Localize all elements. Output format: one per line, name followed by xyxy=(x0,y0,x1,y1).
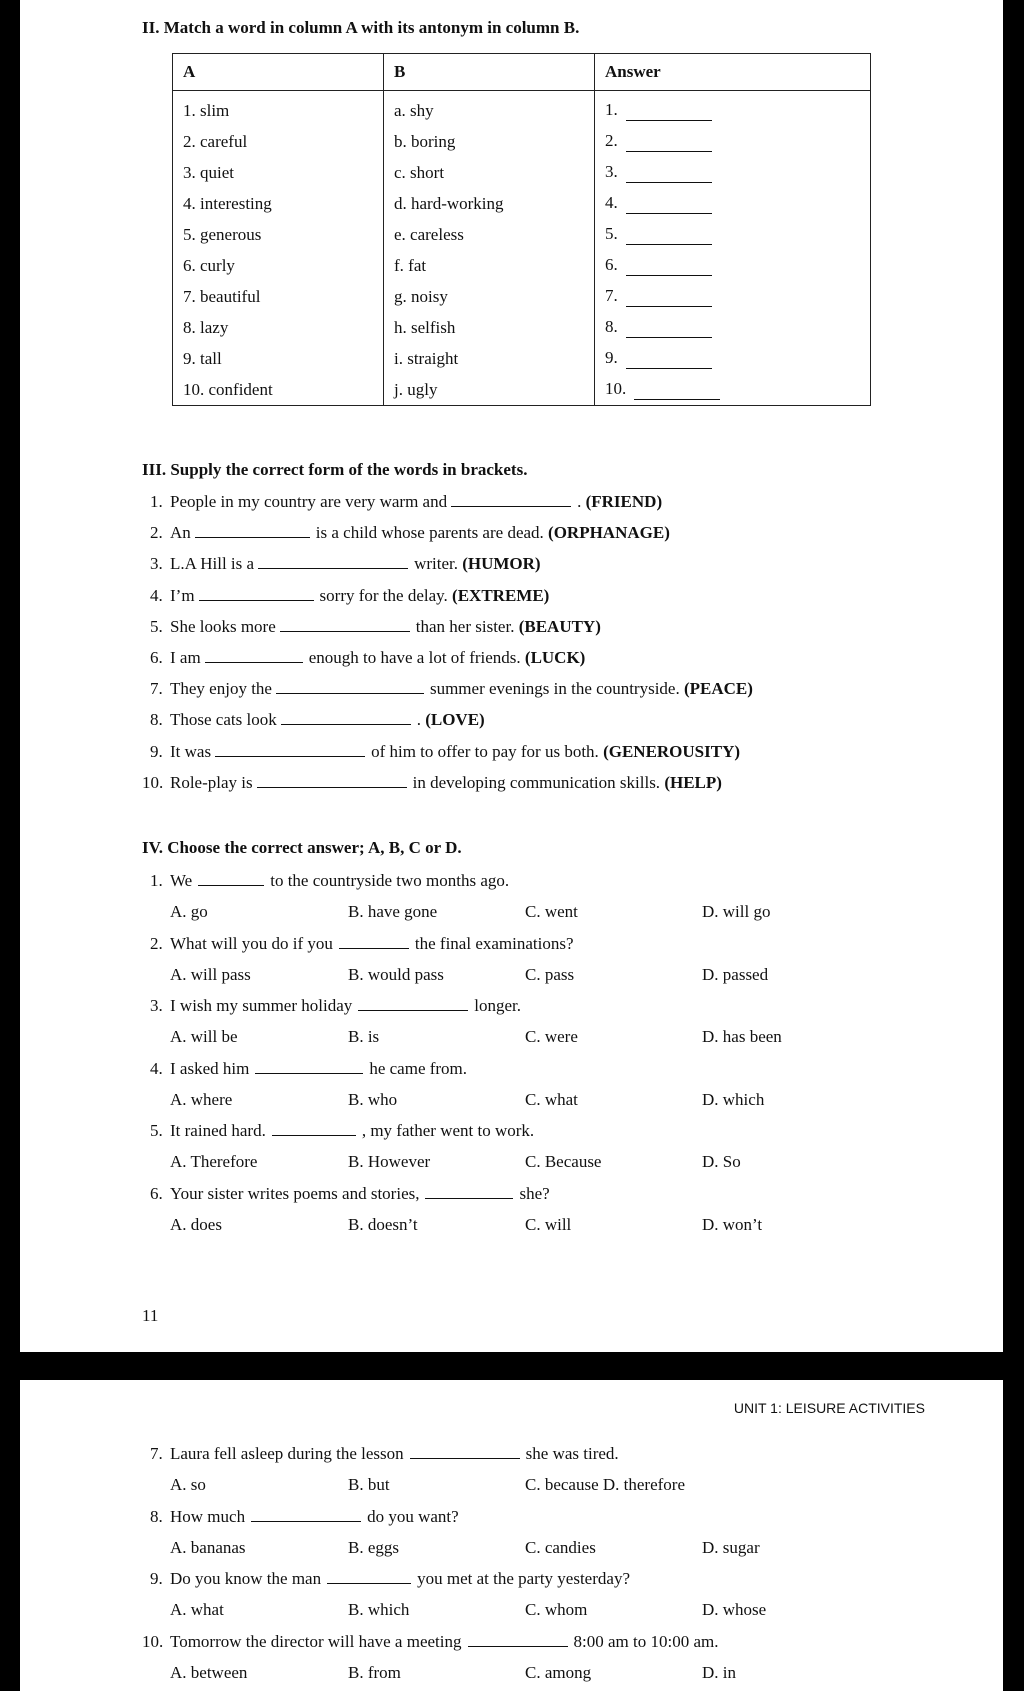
item-text-after: enough to have a lot of friends. (LUCK) xyxy=(308,648,586,667)
column-a-cell xyxy=(173,157,384,188)
answer-blank xyxy=(255,1072,363,1074)
answer-option[interactable]: D. will go xyxy=(702,902,771,921)
question-text-before: I asked him xyxy=(170,1058,250,1078)
matching-table-row xyxy=(173,219,871,250)
worksheet-page-2 xyxy=(20,1380,1003,1691)
answer-blank[interactable] xyxy=(626,348,712,369)
item-text-before: It was xyxy=(170,741,212,761)
question-number: 10. xyxy=(142,1631,164,1651)
column-b-word: a. shy xyxy=(394,100,434,120)
answer-option[interactable]: C. because D. therefore xyxy=(525,1475,686,1494)
item-number: 10. xyxy=(142,772,164,792)
answer-option[interactable]: C. Because xyxy=(525,1152,602,1171)
answer-option[interactable]: B. is xyxy=(348,1027,380,1046)
answer-option[interactable]: C. candies xyxy=(525,1537,596,1557)
column-a-word: 2. careful xyxy=(183,131,248,151)
item-text-before: L.A Hill is a xyxy=(170,554,255,574)
column-a-cell xyxy=(173,250,384,281)
column-b-word: d. hard-working xyxy=(394,193,504,213)
answer-blank xyxy=(425,1197,513,1199)
question-number: 9. xyxy=(150,1569,163,1588)
column-b-word: c. short xyxy=(394,162,445,182)
answer-blank xyxy=(198,884,264,886)
matching-table-row xyxy=(173,343,871,374)
item-text-after: . (LOVE) xyxy=(416,710,485,730)
column-b-word: f. fat xyxy=(394,255,427,275)
column-b-word: b. boring xyxy=(394,131,456,151)
answer-number: 1. xyxy=(605,100,618,119)
question-text-before: Do you know the man xyxy=(170,1569,322,1588)
answer-blank[interactable] xyxy=(257,786,407,788)
column-a-word: 5. generous xyxy=(183,224,262,244)
column-a-cell xyxy=(173,374,384,406)
answer-option[interactable]: D. So xyxy=(702,1152,741,1171)
question-stem xyxy=(170,1184,550,1204)
keyword-in-brackets: (HUMOR) xyxy=(462,554,541,574)
answer-blank xyxy=(358,1009,468,1011)
item-text-after: summer evenings in the countryside. (PEACE) xyxy=(429,679,753,699)
answer-blank[interactable] xyxy=(195,536,310,538)
answer-cell[interactable] xyxy=(595,126,871,157)
item-text-after: than her sister. (BEAUTY) xyxy=(415,616,601,636)
answer-blank[interactable] xyxy=(280,630,410,632)
answer-cell[interactable] xyxy=(595,91,871,127)
keyword-in-brackets: (LUCK) xyxy=(524,648,586,667)
answer-blank[interactable] xyxy=(626,317,712,338)
column-b-cell xyxy=(384,281,595,312)
item-number: 9. xyxy=(150,741,163,761)
answer-blank xyxy=(410,1457,520,1459)
item-number: 6. xyxy=(150,648,163,667)
answer-column-header: Answer xyxy=(595,54,871,91)
item-number: 2. xyxy=(150,523,163,543)
question-text-before: It rained hard. xyxy=(170,1121,266,1140)
question-number: 8. xyxy=(150,1506,163,1526)
question-text-after: do you want? xyxy=(367,1506,459,1526)
column-b-cell xyxy=(384,374,595,406)
answer-cell[interactable] xyxy=(595,312,871,343)
answer-blank xyxy=(272,1134,356,1136)
answer-blank[interactable] xyxy=(258,567,408,569)
question-stem xyxy=(170,1121,534,1141)
column-b-cell xyxy=(384,219,595,250)
section-2-heading: II. Match a word in column A with its antonym in column B. xyxy=(142,18,580,37)
answer-number: 9. xyxy=(605,348,618,367)
section-4-heading: IV. Choose the correct answer; A, B, C or D. xyxy=(142,838,462,857)
answer-option[interactable]: A. Therefore xyxy=(170,1152,258,1171)
item-text-before: Role-play is xyxy=(170,772,253,792)
column-a-word: 9. tall xyxy=(183,348,222,368)
column-b-cell xyxy=(384,343,595,374)
question-text-before: What will you do if you xyxy=(170,933,333,953)
keyword-in-brackets: (LOVE) xyxy=(425,710,485,730)
column-b-word: j. ugly xyxy=(394,379,438,399)
answer-option[interactable]: A. between xyxy=(170,1662,248,1682)
column-a-word: 6. curly xyxy=(183,255,235,275)
matching-table-body xyxy=(173,91,871,406)
question-stem xyxy=(170,1632,718,1652)
column-b-cell xyxy=(384,188,595,219)
column-a-header: A xyxy=(173,54,384,91)
answer-blank[interactable] xyxy=(451,505,571,507)
answer-option[interactable]: A. does xyxy=(170,1214,222,1234)
column-a-cell xyxy=(173,91,384,127)
answer-option[interactable]: D. in xyxy=(702,1662,736,1682)
answer-blank xyxy=(251,1520,361,1522)
question-text-before: We xyxy=(170,871,193,890)
matching-table-header xyxy=(173,54,871,91)
answer-blank[interactable] xyxy=(281,723,411,725)
gap-fill-item xyxy=(170,773,722,793)
answer-option[interactable]: B. but xyxy=(348,1475,390,1494)
question-text-after: he came from. xyxy=(369,1058,468,1078)
matching-table-row xyxy=(173,281,871,312)
gap-fill-item xyxy=(170,554,541,574)
gap-fill-item xyxy=(170,679,753,699)
answer-option[interactable]: B. eggs xyxy=(348,1537,399,1557)
column-b-word: h. selfish xyxy=(394,317,456,337)
answer-cell[interactable] xyxy=(595,343,871,374)
question-number: 2. xyxy=(150,933,163,953)
answer-option[interactable]: D. passed xyxy=(702,964,769,984)
gap-fill-item xyxy=(170,523,670,543)
answer-number: 8. xyxy=(605,317,618,336)
answer-option[interactable]: D. won’t xyxy=(702,1214,763,1234)
answer-option[interactable]: B. have gone xyxy=(348,902,438,921)
section-3-heading: III. Supply the correct form of the words in brackets. xyxy=(142,460,528,479)
answer-number: 5. xyxy=(605,224,618,243)
answer-number: 4. xyxy=(605,193,618,212)
answer-option[interactable]: B. who xyxy=(348,1089,398,1109)
matching-table-row xyxy=(173,157,871,188)
item-text-before: She looks more xyxy=(170,616,276,636)
matching-table-row xyxy=(173,126,871,157)
answer-blank[interactable] xyxy=(626,193,712,214)
answer-number: 6. xyxy=(605,255,618,274)
question-text-after: 8:00 am to 10:00 am. xyxy=(573,1631,719,1651)
column-a-cell xyxy=(173,126,384,157)
column-b-cell xyxy=(384,312,595,343)
answer-cell[interactable] xyxy=(595,188,871,219)
worksheet-page-1 xyxy=(20,0,1003,1352)
answer-option[interactable]: D. sugar xyxy=(702,1537,760,1557)
item-number: 7. xyxy=(150,679,163,699)
column-b-cell xyxy=(384,126,595,157)
question-stem xyxy=(170,996,521,1016)
answer-option[interactable]: B. doesn’t xyxy=(348,1214,418,1234)
answer-option[interactable]: B. However xyxy=(348,1152,431,1171)
answer-blank[interactable] xyxy=(199,599,314,601)
answer-blank[interactable] xyxy=(626,286,712,307)
keyword-in-brackets: (ORPHANAGE) xyxy=(548,523,670,543)
question-text-before: How much xyxy=(170,1506,246,1526)
question-number: 6. xyxy=(150,1183,163,1203)
keyword-in-brackets: (BEAUTY) xyxy=(518,616,601,636)
item-text-after: . (FRIEND) xyxy=(577,492,663,511)
column-a-cell xyxy=(173,219,384,250)
matching-table-row xyxy=(173,91,871,127)
answer-option[interactable]: C. went xyxy=(525,902,578,921)
answer-option[interactable]: C. what xyxy=(525,1089,578,1109)
answer-option[interactable]: A. will pass xyxy=(170,964,251,984)
question-text-after: she? xyxy=(519,1183,550,1203)
question-stem xyxy=(170,1569,630,1589)
answer-option[interactable]: D. which xyxy=(702,1089,765,1109)
answer-option[interactable]: D. has been xyxy=(702,1027,782,1046)
gap-fill-item xyxy=(170,648,585,668)
answer-option[interactable]: B. from xyxy=(348,1662,401,1682)
item-text-before: I am xyxy=(170,648,201,667)
column-b-cell xyxy=(384,91,595,127)
question-stem xyxy=(170,934,574,954)
answer-cell[interactable] xyxy=(595,374,871,406)
matching-table-row xyxy=(173,374,871,406)
question-text-after: you met at the party yesterday? xyxy=(417,1569,630,1588)
page-number: 11 xyxy=(142,1306,159,1325)
question-stem xyxy=(170,1507,459,1527)
column-b-cell xyxy=(384,157,595,188)
matching-table-row xyxy=(173,312,871,343)
gap-fill-item xyxy=(170,617,601,637)
item-text-before: Those cats look xyxy=(170,710,277,730)
item-text-before: An xyxy=(170,523,191,543)
answer-option[interactable]: A. bananas xyxy=(170,1537,246,1557)
answer-blank[interactable] xyxy=(626,162,712,183)
column-a-cell xyxy=(173,188,384,219)
answer-blank[interactable] xyxy=(626,255,712,276)
column-b-header: B xyxy=(384,54,595,91)
answer-cell[interactable] xyxy=(595,250,871,281)
question-text-after: she was tired. xyxy=(525,1444,619,1463)
answer-option[interactable]: C. pass xyxy=(525,964,575,984)
item-text-before: People in my country are very warm and xyxy=(170,492,448,511)
item-text-after: in developing communication skills. (HELP) xyxy=(412,772,722,792)
item-text-after: writer. (HUMOR) xyxy=(414,554,541,574)
answer-number: 3. xyxy=(605,162,618,181)
item-text-after: of him to offer to pay for us both. (GENEROUSITY) xyxy=(371,741,741,761)
column-a-word: 3. quiet xyxy=(183,162,234,182)
answer-blank[interactable] xyxy=(634,379,720,400)
item-text-after: is a child whose parents are dead. (ORPHANAGE) xyxy=(315,523,670,543)
keyword-in-brackets: (HELP) xyxy=(664,772,722,792)
item-text-after: sorry for the delay. (EXTREME) xyxy=(319,585,550,605)
question-stem xyxy=(170,871,509,891)
column-a-cell xyxy=(173,281,384,312)
item-number: 4. xyxy=(150,585,163,605)
answer-option[interactable]: B. which xyxy=(348,1600,410,1619)
answer-blank xyxy=(468,1645,568,1647)
gap-fill-item xyxy=(170,586,549,606)
question-text-before: Laura fell asleep during the lesson xyxy=(170,1444,404,1463)
answer-blank xyxy=(339,947,409,949)
answer-option[interactable]: A. what xyxy=(170,1600,224,1619)
question-text-before: I wish my summer holiday xyxy=(170,996,353,1015)
answer-option[interactable]: A. so xyxy=(170,1475,206,1494)
column-a-cell xyxy=(173,343,384,374)
answer-option[interactable]: A. go xyxy=(170,902,208,921)
item-text-before: They enjoy the xyxy=(170,679,272,699)
question-text-after: the final examinations? xyxy=(414,933,574,953)
question-text-after: to the countryside two months ago. xyxy=(270,871,510,890)
answer-number: 10. xyxy=(605,379,627,398)
question-number: 3. xyxy=(150,996,163,1015)
question-text-after: , my father went to work. xyxy=(361,1121,535,1140)
answer-option[interactable]: C. were xyxy=(525,1027,578,1046)
answer-number: 7. xyxy=(605,286,618,305)
column-b-word: e. careless xyxy=(394,224,464,244)
unit-header: UNIT 1: LEISURE ACTIVITIES xyxy=(733,1400,925,1416)
answer-number: 2. xyxy=(605,131,618,150)
question-stem xyxy=(170,1059,467,1079)
answer-option[interactable]: D. whose xyxy=(702,1600,767,1619)
item-text-before: I’m xyxy=(170,585,195,605)
keyword-in-brackets: (EXTREME) xyxy=(452,585,550,605)
answer-option[interactable]: C. whom xyxy=(525,1600,588,1619)
gap-fill-item xyxy=(170,492,662,512)
answer-blank xyxy=(327,1582,411,1584)
gap-fill-item xyxy=(170,710,485,730)
column-b-word: i. straight xyxy=(394,348,459,368)
column-a-cell xyxy=(173,312,384,343)
answer-blank[interactable] xyxy=(276,692,424,694)
column-a-word: 10. confident xyxy=(183,379,273,399)
question-stem xyxy=(170,1444,619,1464)
answer-cell[interactable] xyxy=(595,157,871,188)
answer-blank[interactable] xyxy=(626,100,712,121)
column-a-word: 1. slim xyxy=(183,100,230,120)
keyword-in-brackets: (PEACE) xyxy=(683,679,753,699)
answer-blank[interactable] xyxy=(205,661,303,663)
answer-blank[interactable] xyxy=(215,755,365,757)
column-a-word: 4. interesting xyxy=(183,193,272,213)
keyword-in-brackets: (FRIEND) xyxy=(585,492,663,511)
matching-table-row xyxy=(173,250,871,281)
column-b-cell xyxy=(384,250,595,281)
answer-blank[interactable] xyxy=(626,131,712,152)
answer-blank[interactable] xyxy=(626,224,712,245)
question-text-before: Tomorrow the director will have a meeting xyxy=(170,1631,462,1651)
matching-table xyxy=(172,53,871,406)
gap-fill-item xyxy=(170,742,740,762)
column-a-word: 7. beautiful xyxy=(183,286,261,306)
keyword-in-brackets: (GENEROUSITY) xyxy=(603,741,741,761)
matching-table-row xyxy=(173,188,871,219)
question-number: 4. xyxy=(150,1058,163,1078)
answer-cell[interactable] xyxy=(595,219,871,250)
answer-option[interactable]: C. among xyxy=(525,1662,592,1682)
question-number: 1. xyxy=(150,871,163,890)
question-text-after: longer. xyxy=(474,996,522,1015)
answer-option[interactable]: A. will be xyxy=(170,1027,238,1046)
item-number: 5. xyxy=(150,616,163,636)
item-number: 8. xyxy=(150,710,163,730)
answer-cell[interactable] xyxy=(595,281,871,312)
question-number: 5. xyxy=(150,1121,163,1140)
answer-option[interactable]: C. will xyxy=(525,1214,572,1234)
question-text-before: Your sister writes poems and stories, xyxy=(170,1183,420,1203)
item-number: 1. xyxy=(150,492,163,511)
item-number: 3. xyxy=(150,554,163,574)
question-number: 7. xyxy=(150,1444,163,1463)
column-b-word: g. noisy xyxy=(394,286,448,306)
column-a-word: 8. lazy xyxy=(183,317,229,337)
answer-option[interactable]: A. where xyxy=(170,1089,233,1109)
answer-option[interactable]: B. would pass xyxy=(348,964,444,984)
